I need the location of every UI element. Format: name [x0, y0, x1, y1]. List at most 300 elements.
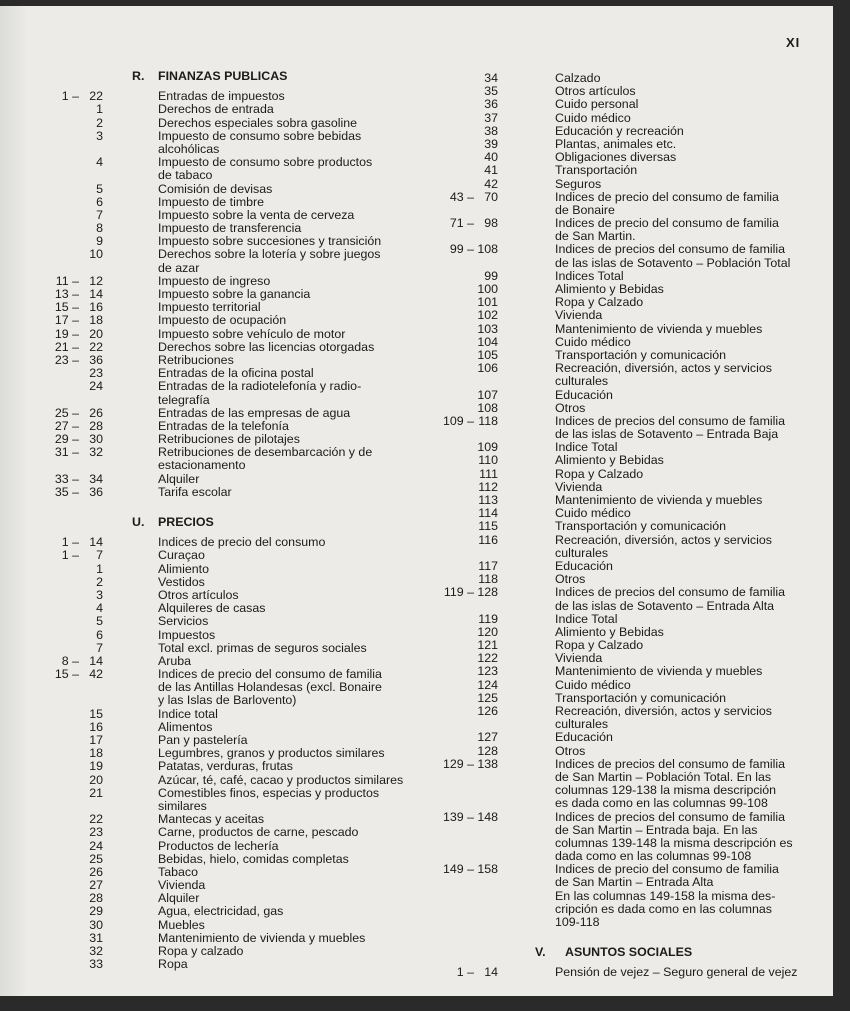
- entry-description: [555, 402, 797, 415]
- column-number-single: 34: [484, 71, 498, 85]
- index-entry: [40, 103, 403, 116]
- column-number: [40, 576, 158, 589]
- column-number-single: 105: [477, 347, 498, 362]
- description-line: Transportación y comunicación: [555, 347, 727, 362]
- description-line: Educación: [555, 387, 613, 402]
- column-number: [40, 248, 158, 261]
- description-line: Indices de precios del consumo de familia: [555, 585, 786, 600]
- column-number-single: 10: [89, 247, 103, 262]
- index-entry: [40, 853, 403, 866]
- entry-description: [555, 520, 797, 533]
- column-number-single: 100: [477, 282, 498, 296]
- description-line: Derechos de entrada: [158, 102, 274, 117]
- column-number-single: 107: [477, 387, 498, 402]
- description-line: Vivienda: [555, 308, 603, 323]
- description-line: Alimiento y Bebidas: [555, 453, 664, 468]
- column-range-start: 139 –: [442, 809, 474, 824]
- description-line: 109-118: [555, 915, 600, 929]
- description-line: Vestidos: [158, 574, 205, 589]
- column-number: [40, 919, 158, 932]
- page-number: XI: [786, 35, 801, 50]
- entry-description: [158, 130, 403, 156]
- column-number: [40, 130, 158, 143]
- entry-description: [158, 341, 403, 354]
- column-number-single: 28: [89, 891, 103, 906]
- column-number-single: 123: [477, 664, 498, 679]
- description-line: de las Antillas Holandesas (excl. Bonaire: [158, 680, 382, 695]
- column-number: [435, 389, 555, 402]
- entry-description: [555, 731, 797, 744]
- description-line: culturales: [555, 545, 609, 560]
- column-number: [40, 407, 158, 420]
- column-range-end: 14: [89, 535, 103, 550]
- section-title: ASUNTOS SOCIALES: [565, 945, 693, 960]
- index-entry: [40, 905, 403, 918]
- entry-description: [555, 191, 797, 217]
- column-number: [435, 966, 555, 979]
- entry-description: [158, 787, 403, 813]
- index-entry: [40, 708, 403, 721]
- description-line: Otros: [555, 572, 586, 587]
- column-number-single: 124: [477, 677, 498, 692]
- index-entry: [40, 380, 403, 406]
- description-line: Retribuciones de pilotajes: [158, 432, 300, 447]
- description-line: Mantenimiento de vivienda y muebles: [555, 493, 763, 507]
- description-line: Alquiler: [158, 891, 200, 906]
- entry-description: [158, 945, 403, 958]
- index-entry: [40, 156, 403, 182]
- column-number: [435, 164, 555, 177]
- column-range-end: 28: [89, 418, 103, 433]
- description-line: Entradas de la oficina postal: [158, 366, 314, 381]
- entry-description: [555, 112, 797, 125]
- entry-description: [555, 613, 797, 626]
- index-entry: [40, 183, 403, 196]
- entry-description: [555, 454, 797, 467]
- description-line: Indice total: [158, 706, 218, 721]
- entry-description: [158, 905, 403, 918]
- description-line: columnas 139-148 la misma descripción es: [555, 835, 793, 850]
- entry-description: [555, 534, 797, 560]
- column-number: [435, 679, 555, 692]
- column-number: [40, 760, 158, 773]
- index-entry: [435, 454, 797, 467]
- entry-description: [158, 826, 403, 839]
- column-range-start: 99 –: [449, 242, 474, 257]
- index-entry: [435, 586, 797, 612]
- index-entry: [40, 341, 403, 354]
- description-line: Indices de precio del consumo: [158, 535, 326, 550]
- section-heading: [40, 516, 403, 529]
- column-number: [40, 563, 158, 576]
- column-range-start: 11 –: [55, 273, 79, 288]
- column-number: [435, 309, 555, 322]
- description-line: Tabaco: [158, 864, 198, 879]
- index-entry: [435, 863, 797, 929]
- column-number-single: 103: [477, 321, 498, 336]
- column-number: [40, 905, 158, 918]
- column-range-end: 70: [484, 189, 498, 204]
- entry-description: [555, 389, 797, 402]
- column-number: [435, 191, 555, 204]
- description-line: estacionamento: [158, 458, 246, 473]
- column-number: [435, 362, 555, 375]
- column-range-start: 149 –: [442, 862, 474, 877]
- column-number-single: 2: [96, 115, 103, 130]
- description-line: de las islas de Sotavento – Población Total: [555, 255, 791, 270]
- column-number: [40, 103, 158, 116]
- column-number-single: 33: [89, 957, 103, 972]
- description-line: En las columnas 149-158 la misma des-: [555, 888, 776, 903]
- description-line: Indices Total: [555, 268, 624, 283]
- column-range-end: 148: [477, 809, 498, 824]
- entry-description: [158, 196, 403, 209]
- column-range-start: 23 –: [54, 352, 79, 367]
- index-entry: [40, 407, 403, 420]
- column-number: [40, 341, 158, 354]
- column-range-end: 30: [89, 432, 103, 447]
- description-line: y las Islas de Barlovento): [158, 693, 297, 708]
- column-number: [40, 328, 158, 341]
- column-number-single: 106: [477, 361, 498, 376]
- column-number-single: 26: [89, 864, 103, 879]
- description-line: Impuesto de consumo sobre productos: [158, 155, 373, 170]
- index-entry: [40, 629, 403, 642]
- page-shadow: [0, 6, 28, 996]
- column-range-end: 98: [484, 216, 498, 231]
- description-line: Comisión de devisas: [158, 181, 273, 196]
- entry-description: [158, 103, 403, 116]
- description-line: Mantenimiento de vivienda y muebles: [555, 321, 763, 336]
- column-number: [435, 112, 555, 125]
- description-line: columnas 129-138 la misma descripción: [555, 783, 777, 798]
- description-line: de las islas de Sotavento – Entrada Baja: [555, 427, 779, 442]
- column-number-single: 23: [89, 366, 103, 381]
- description-line: de San Martin – Entrada Alta: [555, 875, 714, 890]
- entry-description: [158, 774, 403, 787]
- column-number: [40, 196, 158, 209]
- description-line: Entradas de la telefonía: [158, 418, 289, 433]
- column-number: [40, 826, 158, 839]
- description-line: Impuesto sobre succesiones y transición: [158, 234, 382, 249]
- column-number-single: 24: [89, 379, 103, 394]
- description-line: Ropa y Calzado: [555, 638, 644, 653]
- column-number: [40, 629, 158, 642]
- column-range-end: 138: [477, 756, 498, 771]
- description-line: Derechos especiales sobra gasoline: [158, 115, 358, 130]
- description-line: Cuido médico: [555, 334, 631, 349]
- column-number-single: 125: [477, 690, 498, 705]
- column-number: [435, 586, 555, 599]
- description-line: Cuido personal: [555, 97, 639, 112]
- description-line: dada como en las columnas 99-108: [555, 849, 752, 864]
- entry-description: [555, 560, 797, 573]
- index-entry: [435, 112, 797, 125]
- column-range-start: 33 –: [54, 471, 79, 486]
- column-range-end: 108: [477, 242, 498, 257]
- column-number-single: 109: [477, 440, 498, 455]
- column-number-single: 102: [477, 308, 498, 323]
- column-number: [435, 665, 555, 678]
- description-line: de San Martin – Entrada baja. En las: [555, 822, 758, 837]
- entry-description: [158, 840, 403, 853]
- entry-description: [555, 323, 797, 336]
- column-number-single: 7: [96, 207, 103, 222]
- column-range-start: 8 –: [61, 653, 79, 668]
- entry-description: [555, 125, 797, 138]
- column-number-single: 116: [478, 532, 498, 547]
- entry-description: [555, 336, 797, 349]
- section-letter: V.: [535, 945, 546, 960]
- column-number-single: 37: [484, 110, 498, 125]
- column-number-single: 35: [484, 84, 498, 99]
- entry-description: [158, 853, 403, 866]
- description-line: Alimiento y Bebidas: [555, 624, 664, 639]
- description-line: Mantenimiento de vivienda y muebles: [555, 664, 763, 679]
- column-range-start: 1 –: [61, 89, 79, 104]
- column-range-start: 25 –: [54, 405, 79, 420]
- description-line: Impuesto territorial: [158, 300, 261, 315]
- index-entry: [435, 98, 797, 111]
- column-range-end: 36: [89, 484, 103, 499]
- description-line: Ropa y Calzado: [555, 466, 644, 481]
- column-number-single: 3: [96, 128, 103, 143]
- description-line: Impuesto de ingreso: [158, 273, 271, 288]
- column-number: [40, 853, 158, 866]
- column-number-single: 8: [96, 221, 103, 236]
- column-number-single: 115: [478, 519, 498, 534]
- description-line: Agua, electricidad, gas: [158, 904, 284, 919]
- entry-description: [555, 362, 797, 388]
- column-number-single: 23: [89, 825, 103, 840]
- entry-description: [158, 156, 403, 182]
- column-range-start: 29 –: [54, 432, 79, 447]
- entry-description: [158, 328, 403, 341]
- description-line: Alquiler: [158, 471, 200, 486]
- column-range-start: 13 –: [54, 287, 79, 301]
- column-number-single: 6: [96, 194, 103, 209]
- column-number: [435, 402, 555, 415]
- column-number: [40, 774, 158, 787]
- entry-description: [158, 407, 403, 420]
- description-line: Retribuciones: [158, 352, 234, 367]
- index-entry: [435, 402, 797, 415]
- description-line: Indices de precio del consumo de familia: [158, 667, 382, 682]
- column-range-end: 128: [477, 585, 498, 600]
- column-number: [435, 758, 555, 771]
- description-line: Muebles: [158, 917, 205, 932]
- index-entry: [435, 191, 797, 217]
- description-line: Impuesto sobre la ganancia: [158, 287, 311, 301]
- column-range-start: 129 –: [442, 756, 474, 771]
- description-line: Impuesto sobre la venta de cerveza: [158, 207, 355, 222]
- description-line: Calzado: [555, 71, 601, 85]
- description-line: alcohólicas: [158, 141, 220, 156]
- description-line: Alimentos: [158, 719, 213, 734]
- column-number-single: 108: [477, 400, 498, 415]
- entry-description: [158, 486, 403, 499]
- index-entry: [40, 826, 403, 839]
- description-line: Indices de precios del consumo de familia: [555, 242, 786, 257]
- description-line: Recreación, diversión, actos y servicios: [555, 532, 772, 547]
- column-number-single: 15: [89, 706, 103, 721]
- column-number: [40, 314, 158, 327]
- description-line: similares: [158, 798, 207, 813]
- entry-description: [555, 309, 797, 322]
- description-line: Entradas de impuestos: [158, 89, 285, 104]
- description-line: Mantenimiento de vivienda y muebles: [158, 930, 366, 945]
- column-number-single: 2: [96, 574, 103, 589]
- index-entry: [435, 745, 797, 758]
- column-range-end: 18: [89, 313, 103, 328]
- entry-description: [158, 314, 403, 327]
- description-line: Cuido médico: [555, 110, 631, 125]
- description-line: Ropa: [158, 957, 188, 972]
- description-line: Comestibles finos, especias y productos: [158, 785, 380, 800]
- column-number-single: 19: [89, 759, 103, 774]
- column-number-single: 7: [96, 640, 103, 655]
- index-entry: [435, 178, 797, 191]
- index-entry: [435, 164, 797, 177]
- column-range-start: 1 –: [61, 535, 79, 550]
- index-entry: [435, 125, 797, 138]
- column-number-single: 121: [477, 638, 498, 653]
- entry-description: [158, 549, 403, 562]
- description-line: Impuesto sobre vehículo de motor: [158, 326, 346, 341]
- column-number-single: 38: [484, 123, 498, 138]
- entry-description: [555, 243, 797, 269]
- description-line: cripción es dada como en las columnas: [555, 901, 772, 916]
- index-entry: [40, 130, 403, 156]
- entry-description: [158, 563, 403, 576]
- column-number: [435, 415, 555, 428]
- entry-description: [158, 708, 403, 721]
- description-line: Seguros: [555, 176, 602, 191]
- description-line: Indices de precios del consumo de familia: [555, 809, 786, 824]
- description-line: Aruba: [158, 653, 192, 668]
- description-line: Impuesto de transferencia: [158, 221, 302, 236]
- column-number-single: 117: [478, 558, 498, 573]
- index-entry: [435, 679, 797, 692]
- entry-description: [158, 958, 403, 971]
- description-line: Recreación, diversión, actos y servicios: [555, 704, 772, 718]
- column-number-single: 16: [89, 719, 103, 734]
- column-range-start: 27 –: [54, 418, 79, 433]
- description-line: Ropa y Calzado: [555, 295, 644, 310]
- column-number-single: 120: [477, 624, 498, 639]
- description-line: Transportación y comunicación: [555, 519, 727, 534]
- column-number: [40, 708, 158, 721]
- description-line: Educación: [555, 730, 613, 745]
- column-number-single: 20: [89, 772, 103, 787]
- column-number: [40, 787, 158, 800]
- index-entry: [435, 217, 797, 243]
- description-line: Alquileres de casas: [158, 601, 266, 616]
- column-number: [435, 217, 555, 230]
- description-line: Curaçao: [158, 548, 205, 563]
- entry-description: [555, 98, 797, 111]
- column-number-single: 30: [89, 917, 103, 932]
- index-entry: [40, 668, 403, 708]
- column-number-single: 18: [89, 746, 103, 761]
- index-entry: [40, 446, 403, 472]
- column-range-end: 158: [477, 862, 498, 877]
- column-number: [40, 183, 158, 196]
- column-number-single: 128: [477, 743, 498, 758]
- entry-description: [158, 183, 403, 196]
- column-number-single: 114: [478, 506, 498, 521]
- index-entry: [435, 613, 797, 626]
- index-entry: [435, 243, 797, 269]
- column-number-single: 29: [89, 904, 103, 919]
- column-number: [435, 454, 555, 467]
- column-number: [435, 731, 555, 744]
- index-entry: [40, 774, 403, 787]
- description-line: Indices de precio del consumo de familia: [555, 189, 779, 204]
- column-number-single: 1: [96, 561, 103, 576]
- index-entry: [40, 563, 403, 576]
- column-range-end: 36: [89, 352, 103, 367]
- entry-description: [555, 679, 797, 692]
- entry-description: [158, 919, 403, 932]
- column-range-end: 12: [89, 273, 103, 288]
- column-number-single: 6: [96, 627, 103, 642]
- index-entry: [40, 576, 403, 589]
- description-line: Vivienda: [555, 479, 603, 494]
- column-number-single: 4: [96, 601, 103, 616]
- right-column: [435, 72, 797, 980]
- description-line: de San Martin.: [555, 229, 636, 244]
- index-entry: [40, 919, 403, 932]
- description-line: culturales: [555, 717, 609, 732]
- column-number: [435, 468, 555, 481]
- description-line: Impuestos: [158, 627, 216, 642]
- column-number-single: 126: [477, 704, 498, 718]
- column-number-single: 1: [96, 102, 103, 117]
- column-range-end: 32: [89, 445, 103, 460]
- index-entry: [40, 117, 403, 130]
- description-line: Indices de precios del consumo de familia: [555, 756, 786, 771]
- column-range-start: 71 –: [449, 216, 474, 231]
- section-letter: R.: [132, 69, 145, 83]
- description-line: Ropa y calzado: [158, 944, 244, 958]
- description-line: Otros artículos: [158, 587, 239, 602]
- column-number-single: 118: [478, 572, 498, 587]
- entry-description: [555, 164, 797, 177]
- description-line: Patatas, verduras, frutas: [158, 759, 293, 774]
- index-entry: [40, 486, 403, 499]
- column-number: [40, 958, 158, 971]
- column-number: [435, 811, 555, 824]
- column-number-single: 127: [477, 730, 498, 745]
- entry-description: [158, 117, 403, 130]
- description-line: culturales: [555, 374, 609, 389]
- column-number-single: 24: [89, 838, 103, 853]
- column-range-start: 43 –: [449, 189, 474, 204]
- column-number: [435, 863, 555, 876]
- description-line: Otros: [555, 743, 586, 758]
- column-range-end: 22: [89, 339, 103, 354]
- column-number-single: 21: [89, 785, 103, 800]
- description-line: telegrafía: [158, 392, 210, 407]
- column-range-end: 20: [89, 326, 103, 341]
- entry-description: [555, 415, 797, 441]
- index-entry: [435, 336, 797, 349]
- column-range-end: 14: [89, 287, 103, 301]
- column-number-single: 99: [484, 268, 498, 283]
- column-number: [40, 642, 158, 655]
- column-range-end: 26: [89, 405, 103, 420]
